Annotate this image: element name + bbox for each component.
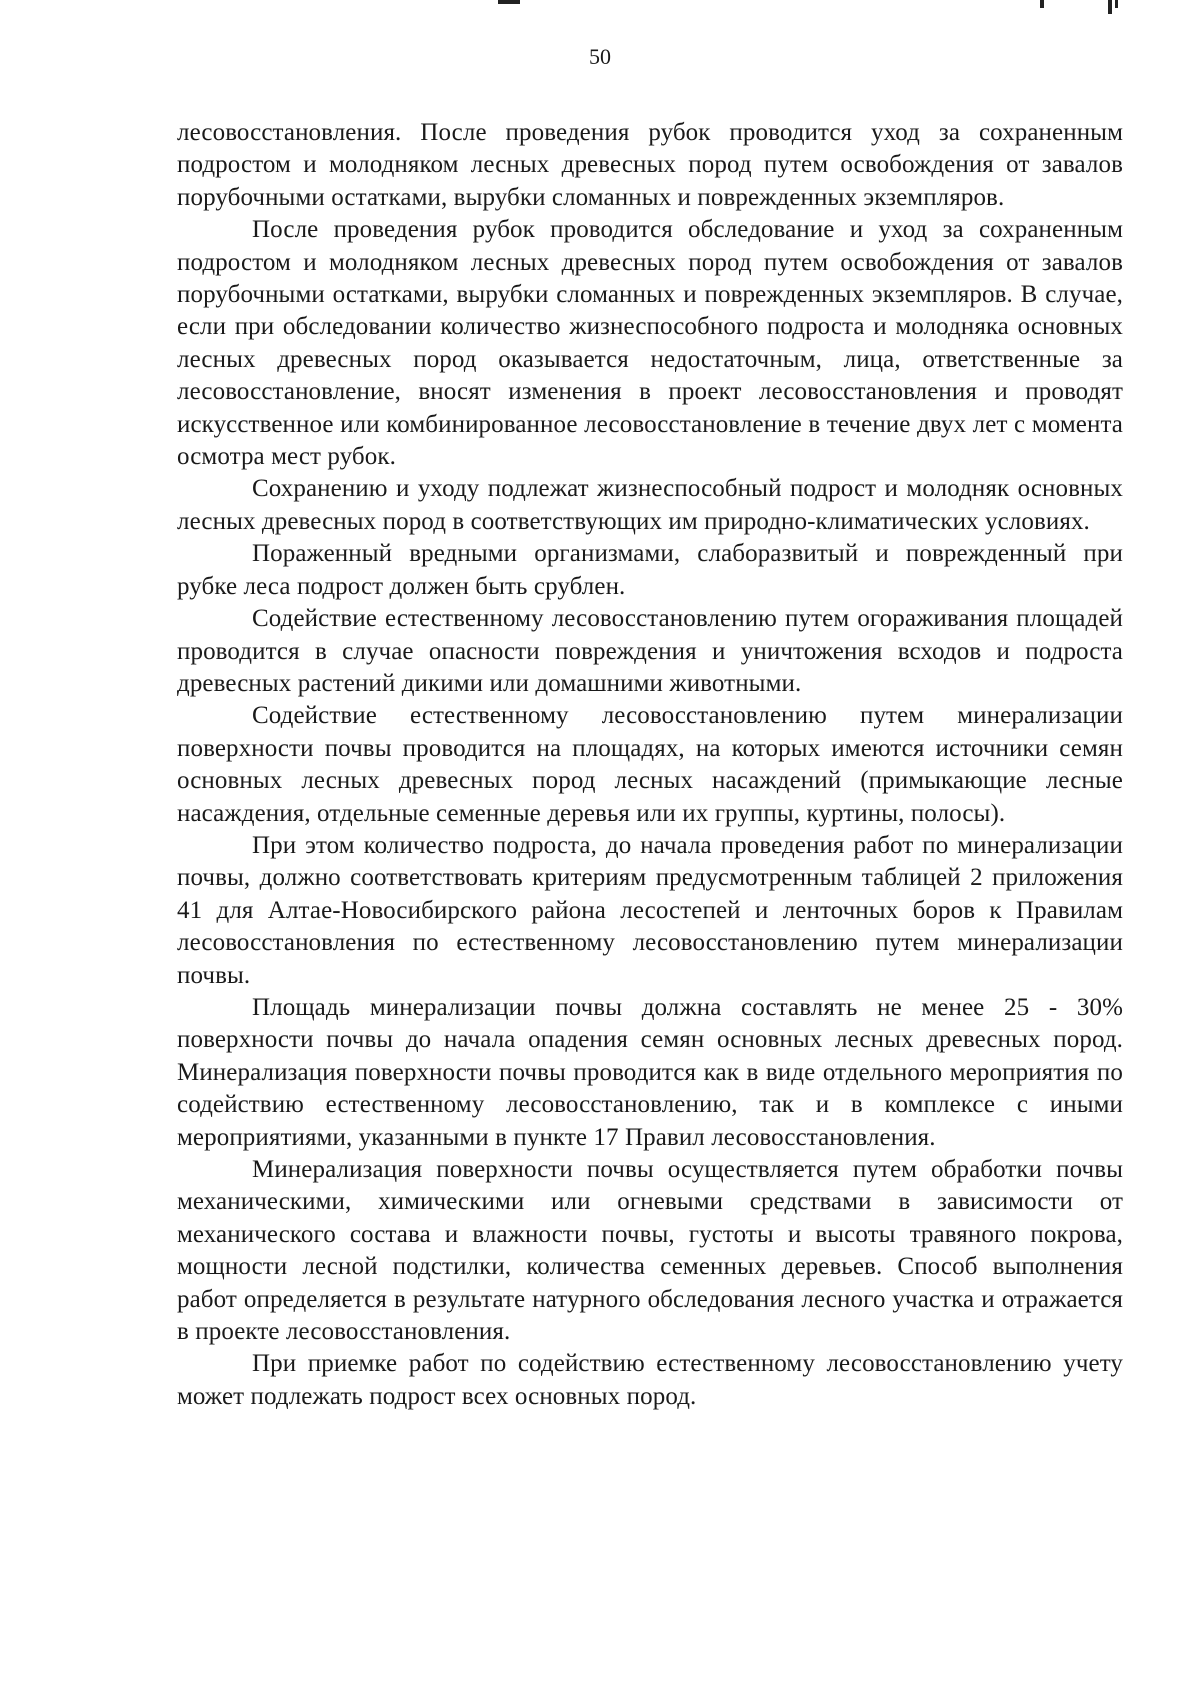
paragraph: При приемке работ по содействию естественному лесовосстановлению учету может подлежать подрост всех основных пород.	[177, 1350, 1123, 1410]
paragraph: лесовосстановления. После проведения рубок проводится уход за сохраненным подростом и молодняком лесных древесных пород путем освобождения от завалов порубочными остатками, вырубки сломанных и поврежденных экземпляров.	[177, 119, 1123, 211]
scan-artifact-mark	[1040, 0, 1044, 8]
paragraph: При этом количество подроста, до начала проведения работ по минерализации почвы, должно соответствовать критериям предусмотренным таблицей 2 приложения 41 для Алтае-Новосибирского района лесостепей и ленточных боров к Правилам лесовосстановления по естественному лесовосстановлению путем минерализации почвы.	[177, 831, 1123, 989]
page-number: 50	[589, 44, 611, 69]
paragraph: Содействие естественному лесовосстановлению путем минерализации поверхности почвы проводится на площадях, на которых имеются источники семян основных лесных древесных пород лесных насаждений (примыкающие лесные насаждения, отдельные семенные деревья или их группы, куртины, полосы).	[177, 702, 1123, 827]
paragraph: Площадь минерализации почвы должна составлять не менее 25 - 30% поверхности почвы до начала опадения семян основных лесных древесных пород. Минерализация поверхности почвы проводится как в виде отдельного мероприятия по содействию естественному лесовосстановлению, так и в комплексе с иными мероприятиями, указанными в пункте 17 Правил лесовосстановления.	[177, 993, 1123, 1151]
paragraph: После проведения рубок проводится обследование и уход за сохраненным подростом и молодняком лесных древесных пород путем освобождения от завалов порубочными остатками, вырубки сломанных и поврежденных экземпляров. В случае, если при обследовании количество жизнеспособного подроста и молодняка основных лесных древесных пород оказывается недостаточным, лица, ответственные за лесовосстановление, вносят изменения в проект лесовосстановления и проводят искусственное или комбинированное лесовосстановление в течение двух лет с момента осмотра мест рубок.	[177, 216, 1123, 471]
paragraph: Минерализация поверхности почвы осуществляется путем обработки почвы механическими, химическими или огневыми средствами в зависимости от механического состава и влажности почвы, густоты и высоты травяного покрова, мощности лесной подстилки, количества семенных деревьев. Способ выполнения работ определяется в результате натурного обследования лесного участка и отражается в проекте лесовосстановления.	[177, 1156, 1123, 1346]
scan-artifact-mark	[1115, 0, 1118, 8]
scan-artifact-mark	[1108, 0, 1112, 14]
scan-artifact-mark	[498, 0, 520, 4]
paragraph: Пораженный вредными организмами, слаборазвитый и поврежденный при рубке леса подрост должен быть срублен.	[177, 540, 1123, 600]
paragraph: Содействие естественному лесовосстановлению путем огораживания площадей проводится в случае опасности повреждения и уничтожения всходов и подроста древесных растений дикими или домашними животными.	[177, 605, 1123, 697]
paragraph: Сохранению и уходу подлежат жизнеспособный подрост и молодняк основных лесных древесных пород в соответствующих им природно-климатических условиях.	[177, 475, 1123, 535]
document-body	[177, 117, 1123, 1413]
